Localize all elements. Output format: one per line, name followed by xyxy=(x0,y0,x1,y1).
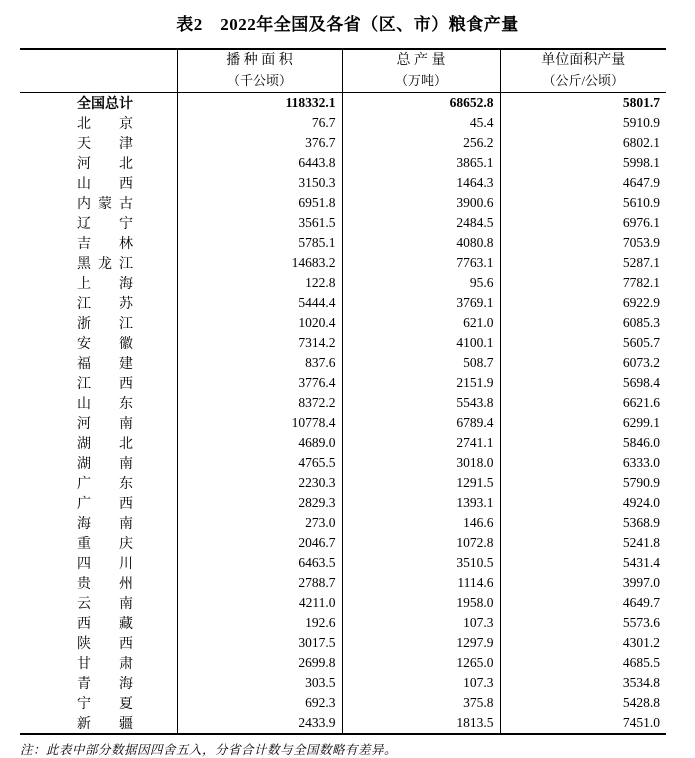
table-row xyxy=(20,433,666,453)
table-row xyxy=(20,693,666,713)
sown-area-cell: 4689.0 xyxy=(177,433,342,453)
region-cell xyxy=(20,373,177,393)
grain-output-table xyxy=(20,48,666,735)
region-name: 全国总计 xyxy=(77,97,133,112)
table-row xyxy=(20,253,666,273)
sown-area-cell: 3776.4 xyxy=(177,373,342,393)
sown-area-cell: 273.0 xyxy=(177,513,342,533)
sown-area-cell: 10778.4 xyxy=(177,413,342,433)
region-cell xyxy=(20,353,177,373)
region-name: 山西 xyxy=(77,177,133,192)
unit-yield-cell: 4924.0 xyxy=(500,493,666,513)
table-row xyxy=(20,533,666,553)
sown-area-cell: 2788.7 xyxy=(177,573,342,593)
region-cell xyxy=(20,653,177,673)
unit-yield-cell: 4301.2 xyxy=(500,633,666,653)
unit-yield-cell: 7053.9 xyxy=(500,233,666,253)
total-output-cell: 4100.1 xyxy=(342,333,500,353)
header-total-output xyxy=(342,49,500,93)
table-body xyxy=(20,93,666,735)
sown-area-cell: 3017.5 xyxy=(177,633,342,653)
region-cell xyxy=(20,393,177,413)
region-cell xyxy=(20,593,177,613)
unit-yield-cell: 5287.1 xyxy=(500,253,666,273)
table-row xyxy=(20,213,666,233)
total-output-cell: 68652.8 xyxy=(342,93,500,114)
region-cell xyxy=(20,453,177,473)
unit-yield-cell: 6976.1 xyxy=(500,213,666,233)
region-name: 宁夏 xyxy=(77,697,133,712)
table-row xyxy=(20,473,666,493)
header-row xyxy=(20,49,666,93)
region-name: 四川 xyxy=(77,557,133,572)
header-region xyxy=(20,49,177,93)
header-sown-area-label: 播 种 面 积 xyxy=(226,53,293,69)
region-name: 贵州 xyxy=(77,577,133,592)
region-name: 广东 xyxy=(77,477,133,492)
total-output-cell: 7763.1 xyxy=(342,253,500,273)
table-row xyxy=(20,333,666,353)
total-output-cell: 6789.4 xyxy=(342,413,500,433)
total-output-cell: 1114.6 xyxy=(342,573,500,593)
total-output-cell: 107.3 xyxy=(342,613,500,633)
unit-yield-cell: 5846.0 xyxy=(500,433,666,453)
sown-area-cell: 122.8 xyxy=(177,273,342,293)
unit-yield-cell: 5801.7 xyxy=(500,93,666,114)
sown-area-cell: 2829.3 xyxy=(177,493,342,513)
table-row xyxy=(20,353,666,373)
sown-area-cell: 5785.1 xyxy=(177,233,342,253)
unit-yield-cell: 5431.4 xyxy=(500,553,666,573)
region-cell xyxy=(20,693,177,713)
unit-yield-cell: 6085.3 xyxy=(500,313,666,333)
region-name: 浙江 xyxy=(77,317,133,332)
total-output-cell: 3769.1 xyxy=(342,293,500,313)
sown-area-cell: 6443.8 xyxy=(177,153,342,173)
table-row xyxy=(20,173,666,193)
sown-area-cell: 2046.7 xyxy=(177,533,342,553)
total-output-cell: 95.6 xyxy=(342,273,500,293)
region-cell xyxy=(20,213,177,233)
total-output-cell: 621.0 xyxy=(342,313,500,333)
sown-area-cell: 192.6 xyxy=(177,613,342,633)
table-row xyxy=(20,573,666,593)
region-name: 安徽 xyxy=(77,337,133,352)
region-name: 海南 xyxy=(77,517,133,532)
header-total-output-unit: （万吨） xyxy=(394,72,447,88)
region-name: 河北 xyxy=(77,157,133,172)
total-output-cell: 1813.5 xyxy=(342,713,500,734)
region-name: 江苏 xyxy=(77,297,133,312)
total-output-cell: 4080.8 xyxy=(342,233,500,253)
sown-area-cell: 4211.0 xyxy=(177,593,342,613)
total-output-cell: 45.4 xyxy=(342,113,500,133)
table-row xyxy=(20,513,666,533)
region-cell xyxy=(20,293,177,313)
region-cell xyxy=(20,713,177,734)
region-name: 甘肃 xyxy=(77,657,133,672)
total-output-cell: 5543.8 xyxy=(342,393,500,413)
region-cell xyxy=(20,473,177,493)
header-sown-area xyxy=(177,49,342,93)
table-row xyxy=(20,133,666,153)
table-row xyxy=(20,413,666,433)
header-sown-area-unit: （千公顷） xyxy=(226,72,292,88)
unit-yield-cell: 5428.8 xyxy=(500,693,666,713)
total-output-cell: 146.6 xyxy=(342,513,500,533)
region-name: 辽宁 xyxy=(77,217,133,232)
table-row xyxy=(20,273,666,293)
unit-yield-cell: 5790.9 xyxy=(500,473,666,493)
region-name: 云南 xyxy=(77,597,133,612)
unit-yield-cell: 4649.7 xyxy=(500,593,666,613)
sown-area-cell: 3561.5 xyxy=(177,213,342,233)
total-output-cell: 1265.0 xyxy=(342,653,500,673)
total-output-cell: 107.3 xyxy=(342,673,500,693)
region-cell xyxy=(20,433,177,453)
region-name: 福建 xyxy=(77,357,133,372)
total-output-cell: 1072.8 xyxy=(342,533,500,553)
sown-area-cell: 3150.3 xyxy=(177,173,342,193)
region-name: 黑龙江 xyxy=(77,257,133,272)
sown-area-cell: 118332.1 xyxy=(177,93,342,114)
region-name: 西藏 xyxy=(77,617,133,632)
region-cell xyxy=(20,273,177,293)
table-row xyxy=(20,713,666,734)
total-output-cell: 3900.6 xyxy=(342,193,500,213)
unit-yield-cell: 5998.1 xyxy=(500,153,666,173)
total-output-cell: 2151.9 xyxy=(342,373,500,393)
header-unit-yield xyxy=(500,49,666,93)
total-output-cell: 3018.0 xyxy=(342,453,500,473)
header-unit-yield-label: 单位面积产量 xyxy=(541,53,626,69)
region-name: 湖南 xyxy=(77,457,133,472)
table-row xyxy=(20,673,666,693)
region-cell xyxy=(20,93,177,114)
sown-area-cell: 2433.9 xyxy=(177,713,342,734)
region-cell xyxy=(20,493,177,513)
total-output-cell: 1958.0 xyxy=(342,593,500,613)
table-row xyxy=(20,373,666,393)
region-cell xyxy=(20,173,177,193)
sown-area-cell: 376.7 xyxy=(177,133,342,153)
unit-yield-cell: 5368.9 xyxy=(500,513,666,533)
sown-area-cell: 303.5 xyxy=(177,673,342,693)
table-row xyxy=(20,393,666,413)
sown-area-cell: 7314.2 xyxy=(177,333,342,353)
region-cell xyxy=(20,533,177,553)
sown-area-cell: 76.7 xyxy=(177,113,342,133)
region-name: 北京 xyxy=(77,117,133,132)
unit-yield-cell: 3997.0 xyxy=(500,573,666,593)
region-name: 上海 xyxy=(77,277,133,292)
footnote: 注：此表中部分数据因四舍五入，分省合计数与全国数略有差异。 xyxy=(20,743,398,757)
region-cell xyxy=(20,193,177,213)
table-row xyxy=(20,613,666,633)
total-output-cell: 2741.1 xyxy=(342,433,500,453)
region-name: 吉林 xyxy=(77,237,133,252)
table-row xyxy=(20,313,666,333)
table-header xyxy=(20,49,666,93)
unit-yield-cell: 3534.8 xyxy=(500,673,666,693)
region-cell xyxy=(20,333,177,353)
unit-yield-cell: 5910.9 xyxy=(500,113,666,133)
region-name: 江西 xyxy=(77,377,133,392)
region-name: 山东 xyxy=(77,397,133,412)
region-name: 新疆 xyxy=(77,717,133,732)
total-output-cell: 1393.1 xyxy=(342,493,500,513)
unit-yield-cell: 6621.6 xyxy=(500,393,666,413)
region-name: 河南 xyxy=(77,417,133,432)
sown-area-cell: 837.6 xyxy=(177,353,342,373)
total-output-cell: 508.7 xyxy=(342,353,500,373)
sown-area-cell: 5444.4 xyxy=(177,293,342,313)
table-row xyxy=(20,493,666,513)
region-name: 内蒙古 xyxy=(77,197,133,212)
sown-area-cell: 2230.3 xyxy=(177,473,342,493)
sown-area-cell: 1020.4 xyxy=(177,313,342,333)
total-output-cell: 2484.5 xyxy=(342,213,500,233)
region-cell xyxy=(20,313,177,333)
region-name: 重庆 xyxy=(77,537,133,552)
table-row xyxy=(20,233,666,253)
sown-area-cell: 14683.2 xyxy=(177,253,342,273)
region-cell xyxy=(20,513,177,533)
unit-yield-cell: 5605.7 xyxy=(500,333,666,353)
sown-area-cell: 8372.2 xyxy=(177,393,342,413)
total-output-cell: 256.2 xyxy=(342,133,500,153)
region-cell xyxy=(20,113,177,133)
table-row xyxy=(20,633,666,653)
table-row xyxy=(20,653,666,673)
region-cell xyxy=(20,633,177,653)
total-output-cell: 1464.3 xyxy=(342,173,500,193)
unit-yield-cell: 7782.1 xyxy=(500,273,666,293)
table-row xyxy=(20,113,666,133)
table-row xyxy=(20,553,666,573)
unit-yield-cell: 5573.6 xyxy=(500,613,666,633)
region-cell xyxy=(20,153,177,173)
region-name: 青海 xyxy=(77,677,133,692)
region-cell xyxy=(20,133,177,153)
unit-yield-cell: 5698.4 xyxy=(500,373,666,393)
header-unit-yield-unit: （公斤/公顷） xyxy=(542,72,625,88)
region-name: 广西 xyxy=(77,497,133,512)
unit-yield-cell: 4685.5 xyxy=(500,653,666,673)
sown-area-cell: 2699.8 xyxy=(177,653,342,673)
unit-yield-cell: 5610.9 xyxy=(500,193,666,213)
table-row xyxy=(20,193,666,213)
unit-yield-cell: 6802.1 xyxy=(500,133,666,153)
unit-yield-cell: 5241.8 xyxy=(500,533,666,553)
table-row xyxy=(20,593,666,613)
table-row xyxy=(20,93,666,114)
total-output-cell: 1291.5 xyxy=(342,473,500,493)
region-cell xyxy=(20,573,177,593)
region-cell xyxy=(20,413,177,433)
total-output-cell: 1297.9 xyxy=(342,633,500,653)
table-row xyxy=(20,453,666,473)
region-cell xyxy=(20,553,177,573)
unit-yield-cell: 6299.1 xyxy=(500,413,666,433)
total-output-cell: 375.8 xyxy=(342,693,500,713)
unit-yield-cell: 7451.0 xyxy=(500,713,666,734)
unit-yield-cell: 4647.9 xyxy=(500,173,666,193)
region-name: 湖北 xyxy=(77,437,133,452)
region-cell xyxy=(20,233,177,253)
sown-area-cell: 4765.5 xyxy=(177,453,342,473)
total-output-cell: 3865.1 xyxy=(342,153,500,173)
total-output-cell: 3510.5 xyxy=(342,553,500,573)
region-cell xyxy=(20,253,177,273)
table-row xyxy=(20,293,666,313)
region-cell xyxy=(20,673,177,693)
unit-yield-cell: 6333.0 xyxy=(500,453,666,473)
region-cell xyxy=(20,613,177,633)
region-name: 天津 xyxy=(77,137,133,152)
region-name: 陕西 xyxy=(77,637,133,652)
sown-area-cell: 6951.8 xyxy=(177,193,342,213)
unit-yield-cell: 6922.9 xyxy=(500,293,666,313)
unit-yield-cell: 6073.2 xyxy=(500,353,666,373)
sown-area-cell: 6463.5 xyxy=(177,553,342,573)
header-total-output-label: 总 产 量 xyxy=(396,53,446,69)
table-row xyxy=(20,153,666,173)
page-title: 表2 2022年全国及各省（区、市）粮食产量 xyxy=(176,15,519,34)
sown-area-cell: 692.3 xyxy=(177,693,342,713)
